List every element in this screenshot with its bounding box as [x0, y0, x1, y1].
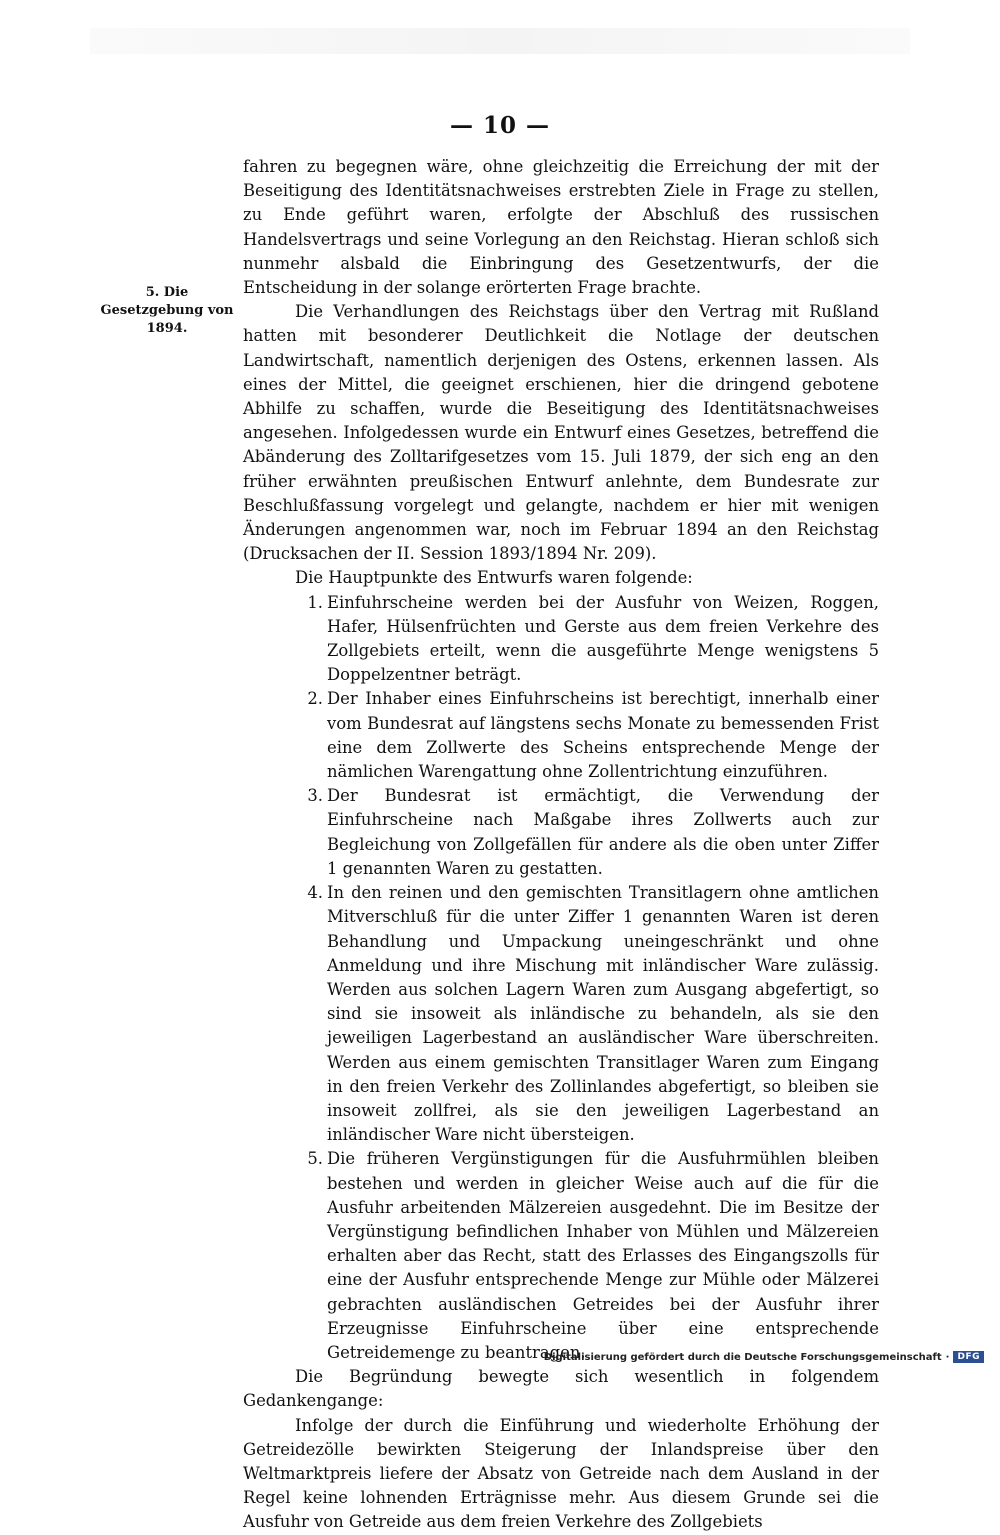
footer-separator: · — [945, 1351, 950, 1363]
list-item — [243, 784, 879, 881]
list-item — [243, 687, 879, 784]
list-item-number: 3. — [307, 786, 323, 806]
list-item — [243, 881, 879, 1147]
list-item-number: 5. — [307, 1149, 323, 1169]
list-item-number: 1. — [307, 592, 323, 612]
list-item-text: In den reinen und den gemischten Transitlagern ohne amtlichen Mitverschluß für die unter Ziffer 1 genannten Waren ist deren Behandlung und Umpackung uneingeschränkt und ohne Anmeldung und ihre Mischung mit inländischer Ware zulässig. Werden aus solchen Lagern Waren zum Ausgang abgefertigt, so sind sie insoweit als inländische zu behandeln, als sie den jeweiligen Lagerbestand an ausländischer Ware überschreiten. Werden aus einem gemischten Transitlager Waren zum Eingang in den freien Verkehr des Zollinlandes abgefertigt, so bleiben sie insoweit zollfrei, als sie den jeweiligen Lagerbestand an inländischer Ware nicht übersteigen. — [327, 883, 879, 1145]
list-item-text: Der Inhaber eines Einfuhrscheins ist berechtigt, innerhalb einer vom Bundesrat auf längstens sechs Monate zu bemessenden Frist eine dem Zollwerte des Scheins entsprechende Menge der nämlichen Warengattung ohne Zollentrichtung einzuführen. — [327, 689, 879, 782]
paragraph: fahren zu begegnen wäre, ohne gleichzeitig die Erreichung der mit der Beseitigung des Identitätsnachweises erstrebten Ziele in Frage zu stellen, zu Ende geführt waren, erfolgte der Abschluß des russischen Handelsvertrags und seine Vorlegung an den Reichstag. Hieran schloß sich nunmehr alsbald die Einbringung des Gesetzentwurfs, der die Entscheidung in der solange erörterten Frage brachte. — [243, 157, 879, 298]
dfg-logo-icon: DFG — [953, 1351, 984, 1363]
page-number: — 10 — — [449, 112, 551, 139]
paragraph: Die Begründung bewegte sich wesentlich in folgendem Gedankengange: — [243, 1367, 879, 1411]
margin-note: 5. Die Gesetzgebung von 1894. — [100, 285, 234, 336]
list-item-text: Die früheren Vergünstigungen für die Ausfuhrmühlen bleiben bestehen und werden in gleicher Weise auch auf die für die Ausfuhr arbeitenden Mälzereien ausgedehnt. Die im Besitze der Vergünstigung befindlichen Inhaber von Mühlen und Mälzereien erhalten aber das Recht, statt des Erlasses des Eingangszolls für eine der Ausfuhr entsprechende Menge zur Mühle oder Mälzerei gebrachten ausländischen Getreides bei der Ausfuhr ihrer Erzeugnisse Einfuhrscheine über eine entsprechende Getreidemenge zu beantragen. — [327, 1149, 879, 1362]
digitization-footer — [544, 1351, 984, 1363]
paragraph: Die Hauptpunkte des Entwurfs waren folgende: — [295, 568, 693, 588]
list-item — [243, 591, 879, 688]
body-text — [243, 155, 879, 1535]
list-item-text: Einfuhrscheine werden bei der Ausfuhr von Weizen, Roggen, Hafer, Hülsenfrüchten und Gerste aus dem freien Verkehre des Zollgebiets erteilt, wenn die ausgeführte Menge wenigstens 5 Doppelzentner beträgt. — [327, 592, 879, 685]
footer-text: Digitalisierung gefördert durch die Deutsche Forschungsgemeinschaft — [543, 1351, 942, 1363]
list-item — [243, 1147, 879, 1365]
list-item-number: 4. — [307, 883, 323, 903]
list-item-number: 2. — [307, 689, 323, 709]
paragraph: Infolge der durch die Einführung und wiederholte Erhöhung der Getreidezölle bewirkten Steigerung der Inlandspreise über den Weltmarktpreis liefere der Absatz von Getreide nach dem Ausland in der Regel keine lohnenden Erträgnisse mehr. Aus diesem Grunde sei die Ausfuhr von Getreide aus dem freien Verkehre des Zollgebiets — [243, 1415, 879, 1532]
scan-artifact — [90, 28, 910, 54]
list-item-text: Der Bundesrat ist ermächtigt, die Verwendung der Einfuhrscheine nach Maßgabe ihres Zollwerts auch zur Begleichung von Zollgefällen für andere als die oben unter Ziffer 1 genannten Waren zu gestatten. — [327, 786, 879, 878]
paragraph: Die Verhandlungen des Reichstags über den Vertrag mit Rußland hatten mit besonderer Deutlichkeit die Notlage der deutschen Landwirtschaft, namentlich derjenigen des Ostens, erkennen lassen. Als eines der Mittel, die geeignet erschienen, hier die dringend gebotene Abhilfe zu schaffen, wurde die Beseitigung des Identitätsnachweises angesehen. Infolgedessen wurde ein Entwurf eines Gesetzes, betreffend die Abänderung des Zolltarifgesetzes vom 15. Juli 1879, der sich eng an den früher erwähnten preußischen Entwurf anlehnte, dem Bundesrate zur Beschlußfassung vorgelegt und gelangte, nachdem er hier mit wenigen Änderungen angenommen war, noch im Februar 1894 an den Reichstag (Drucksachen der II. Session 1893/1894 Nr. 209). — [243, 302, 879, 564]
main-points-list — [243, 591, 879, 1366]
